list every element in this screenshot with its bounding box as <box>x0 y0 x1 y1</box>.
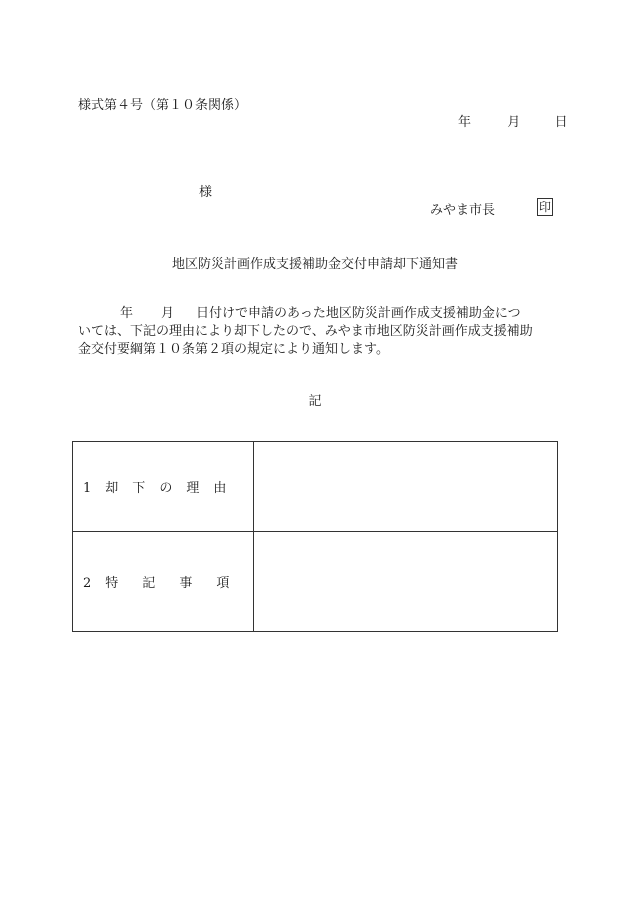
details-table <box>72 441 558 632</box>
row-label-char: 理 <box>186 481 200 496</box>
table-row <box>73 442 558 532</box>
form-number: 様式第４号（第１０条関係） <box>78 98 248 113</box>
body-year: 年 <box>120 306 134 321</box>
date-year: 年 <box>458 115 472 130</box>
row-label-char: 項 <box>216 576 230 591</box>
row-label-char: 却 <box>105 481 119 496</box>
table-row <box>73 532 558 632</box>
row-label-char: 事 <box>179 576 193 591</box>
body-month: 月 <box>161 306 175 321</box>
row-number: 2 <box>83 576 92 591</box>
date-line <box>458 111 568 130</box>
row-content <box>254 442 558 532</box>
row-label-char: 記 <box>142 576 156 591</box>
row-label-char: 特 <box>105 576 119 591</box>
row-label-char: の <box>159 481 173 496</box>
date-month: 月 <box>507 115 521 130</box>
body-line3: 金交付要綱第１０条第２項の規定により通知します。 <box>78 342 389 357</box>
addressee-suffix: 様 <box>199 185 213 200</box>
row-label-char: 下 <box>132 481 146 496</box>
notice-body <box>78 305 558 359</box>
ki-heading: 記 <box>308 394 322 409</box>
date-day: 日 <box>554 115 568 130</box>
document-title: 地区防災計画作成支援補助金交付申請却下通知書 <box>171 257 458 272</box>
row-label <box>73 532 254 632</box>
body-line1: 日付けで申請のあった地区防災計画作成支援補助金につ <box>196 306 521 321</box>
seal-stamp: 印 <box>538 200 551 214</box>
body-line2: いては、下記の理由により却下したので、みやま市地区防災計画作成支援補助 <box>78 324 533 339</box>
row-content <box>254 532 558 632</box>
row-label <box>73 442 254 532</box>
row-number: 1 <box>83 481 92 496</box>
row-label-char: 由 <box>213 481 227 496</box>
issuer-name: みやま市長 <box>430 203 496 218</box>
